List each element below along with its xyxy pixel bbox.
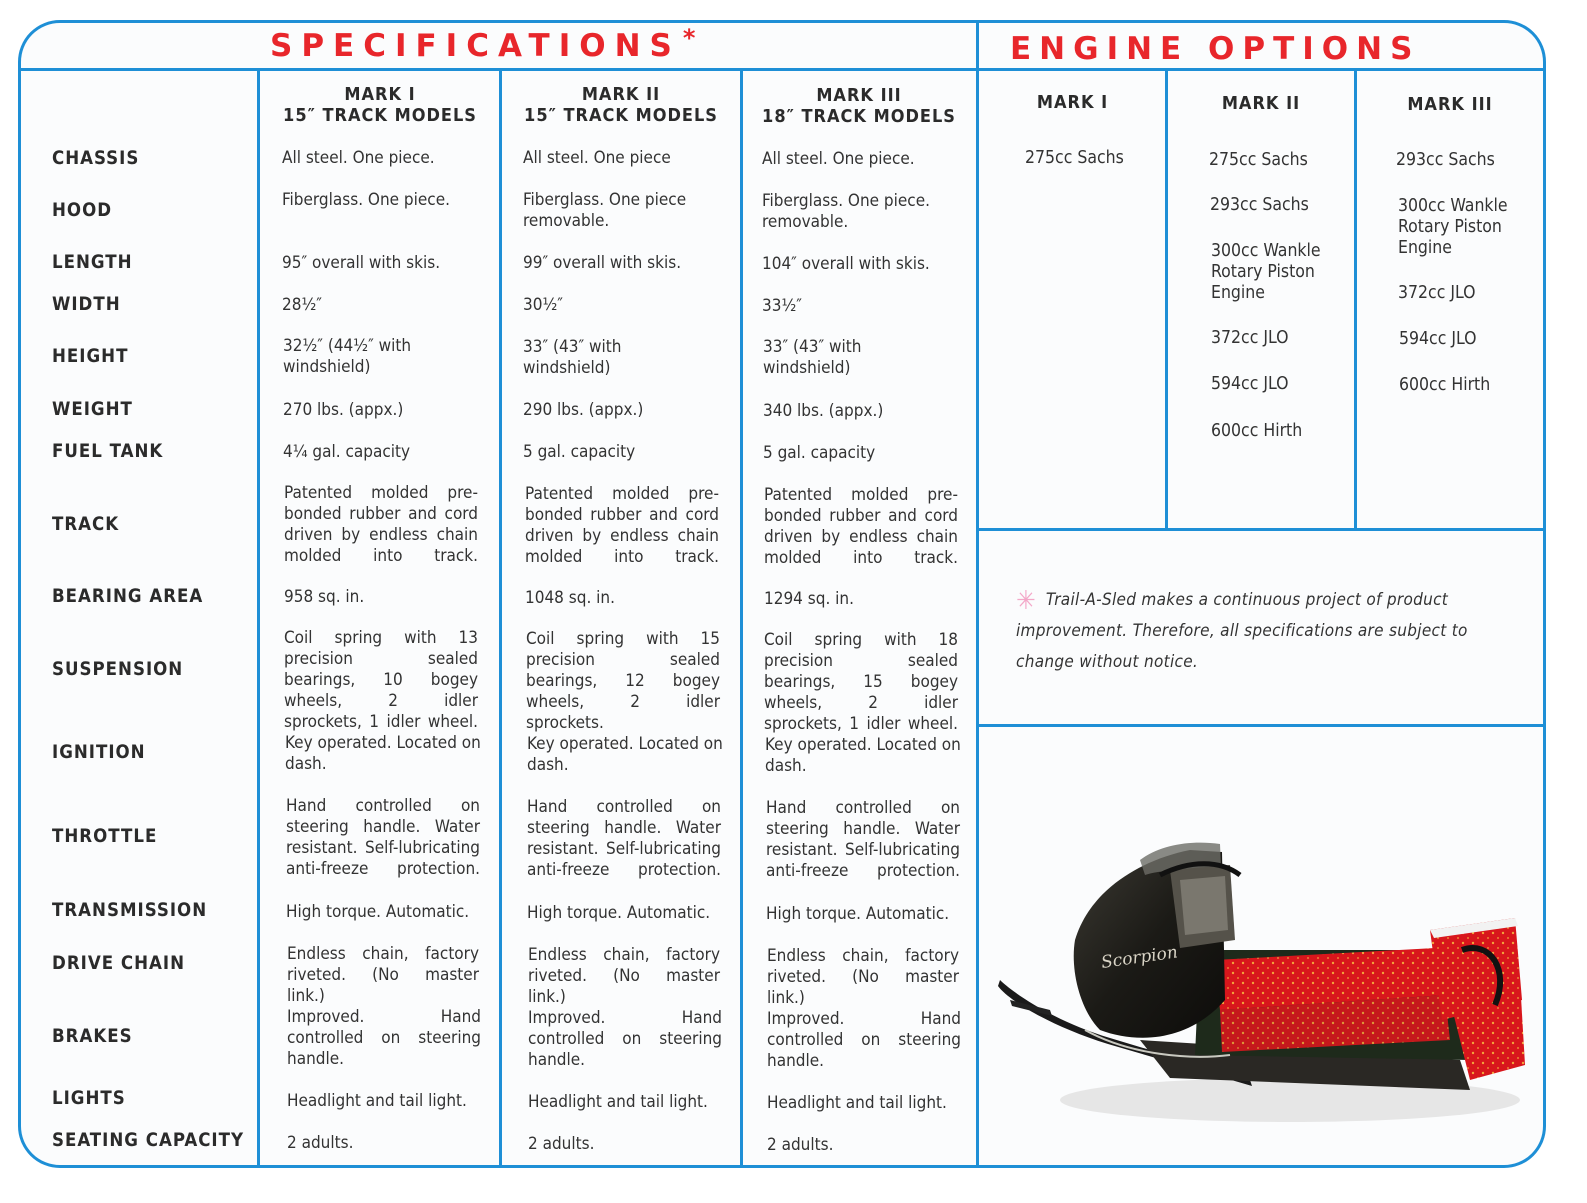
engine-header-mark-1: MARK I xyxy=(1036,92,1109,113)
spec-cell: Coil spring with 15 precision sealed bearings, 12 bogey wheels, 2 idler sprockets. xyxy=(526,629,720,733)
engine-bottom-rule xyxy=(978,528,1544,531)
spec-cell: High torque. Automatic. xyxy=(286,902,470,922)
row-label-brakes: BRAKES xyxy=(52,1026,133,1047)
footnote-asterisk-icon: ✳ xyxy=(1016,586,1036,616)
row-label-throttle: THROTTLE xyxy=(52,826,158,847)
spec-cell: 2 adults. xyxy=(767,1135,834,1155)
engine-option: 372cc JLO xyxy=(1211,328,1289,348)
row-label-suspension: SUSPENSION xyxy=(52,659,184,680)
spec-cell: 340 lbs. (appx.) xyxy=(763,401,884,421)
spec-cell: Endless chain, factory riveted. (No master link.) xyxy=(528,945,720,1007)
spec-cell: High torque. Automatic. xyxy=(766,904,950,924)
engine-option: 293cc Sachs xyxy=(1210,195,1309,215)
spec-cell: Hand controlled on steering handle. Water resistant. Self-lubricating anti-freeze protection. xyxy=(766,798,960,881)
scorpion-logo: Scorpion xyxy=(1099,942,1179,973)
specifications-title xyxy=(270,24,696,64)
header-rule xyxy=(20,68,1544,71)
engine-option: 300cc Wankle Rotary Piston Engine xyxy=(1211,241,1321,303)
spec-cell: Fiberglass. One piece removable. xyxy=(523,190,687,231)
spec-cell: Endless chain, factory riveted. (No master link.) xyxy=(287,944,479,1006)
column-header-track: 15″ TRACK MODELS xyxy=(283,105,477,126)
section-divider xyxy=(976,22,979,1166)
row-label-seating-capacity: SEATING CAPACITY xyxy=(52,1130,245,1151)
spec-cell: 1048 sq. in. xyxy=(525,588,615,608)
column-header-model: MARK II xyxy=(581,84,661,105)
row-label-width: WIDTH xyxy=(52,294,121,315)
specifications-title-text: SPECIFICATIONS xyxy=(270,28,681,64)
spec-cell: Hand controlled on steering handle. Water resistant. Self-lubricating anti-freeze protection. xyxy=(527,797,721,880)
spec-cell: 104″ overall with skis. xyxy=(762,254,930,274)
engine-option: 600cc Hirth xyxy=(1211,421,1303,441)
footnote-text: Trail-A-Sled makes a continuous project of product improvement. Therefore, all specifications are subject to change without notice. xyxy=(1016,590,1468,672)
column-header-track: 18″ TRACK MODELS xyxy=(762,106,956,127)
spec-cell: Key operated. Located on dash. xyxy=(285,733,481,774)
spec-cell: 290 lbs. (appx.) xyxy=(523,400,644,420)
spec-cell: Hand controlled on steering handle. Water resistant. Self-lubricating anti-freeze protection. xyxy=(286,796,480,879)
row-label-chassis: CHASSIS xyxy=(52,148,140,169)
column-header-track: 15″ TRACK MODELS xyxy=(524,105,718,126)
footnote xyxy=(1016,582,1516,678)
engine-option: 293cc Sachs xyxy=(1396,150,1495,170)
row-label-height: HEIGHT xyxy=(52,346,129,367)
spec-cell: 99″ overall with skis. xyxy=(523,253,682,273)
spec-cell: Patented molded pre-bonded rubber and cord driven by endless chain molded into track. xyxy=(284,483,478,566)
spec-cell: 30½″ xyxy=(523,295,563,315)
engine-option: 594cc JLO xyxy=(1399,329,1477,349)
engine-option: 372cc JLO xyxy=(1398,283,1476,303)
spec-cell: 95″ overall with skis. xyxy=(282,253,441,273)
engine-option: 594cc JLO xyxy=(1211,374,1289,394)
spec-cell: Headlight and tail light. xyxy=(528,1092,708,1112)
spec-cell: 4¼ gal. capacity xyxy=(283,442,411,462)
column-rule-1 xyxy=(257,70,260,1166)
row-label-hood: HOOD xyxy=(52,200,113,221)
spec-cell: Key operated. Located on dash. xyxy=(527,734,723,775)
row-label-length: LENGTH xyxy=(52,252,133,273)
spec-cell: 2 adults. xyxy=(287,1133,354,1153)
spec-cell: 1294 sq. in. xyxy=(764,589,854,609)
row-label-drive-chain: DRIVE CHAIN xyxy=(52,953,186,974)
specifications-asterisk: * xyxy=(682,24,696,52)
spec-cell: Improved. Hand controlled on steering handle. xyxy=(287,1007,481,1069)
spec-cell: 33″ (43″ with windshield) xyxy=(763,337,862,378)
snowmobile-illustration xyxy=(990,830,1535,1140)
engine-rule-2 xyxy=(1354,70,1357,530)
spec-cell: 33½″ xyxy=(762,296,802,316)
spec-cell: All steel. One piece. xyxy=(762,149,915,169)
spec-cell: 270 lbs. (appx.) xyxy=(283,400,404,420)
column-header-mark-3 xyxy=(742,85,976,127)
spec-cell: 5 gal. capacity xyxy=(523,442,636,462)
spec-cell: All steel. One piece. xyxy=(282,148,435,168)
column-header-model: MARK I xyxy=(344,84,416,105)
engine-rule-1 xyxy=(1165,70,1168,530)
engine-option: 275cc Sachs xyxy=(1025,148,1124,168)
column-header-mark-2 xyxy=(503,84,739,126)
spec-cell: 32½″ (44½″ with windshield) xyxy=(283,336,412,377)
column-rule-2 xyxy=(499,70,502,1166)
spec-cell: Fiberglass. One piece. xyxy=(282,190,450,210)
spec-cell: Patented molded pre-bonded rubber and cord driven by endless chain molded into track. xyxy=(764,485,958,568)
spec-cell: Patented molded pre-bonded rubber and cord driven by endless chain molded into track. xyxy=(525,484,719,567)
row-label-bearing-area: BEARING AREA xyxy=(52,586,204,607)
spec-cell: Key operated. Located on dash. xyxy=(765,735,961,776)
spec-cell: Coil spring with 13 precision sealed bearings, 10 bogey wheels, 2 idler sprockets, 1 idler wheel. xyxy=(284,628,478,732)
row-label-fuel-tank: FUEL TANK xyxy=(52,441,164,462)
spec-cell: Fiberglass. One piece. removable. xyxy=(762,191,930,232)
column-header-model: MARK III xyxy=(816,85,902,106)
row-label-transmission: TRANSMISSION xyxy=(52,900,208,921)
engine-option: 275cc Sachs xyxy=(1209,150,1308,170)
spec-cell: 33″ (43″ with windshield) xyxy=(523,337,622,378)
spec-cell: 28½″ xyxy=(282,295,322,315)
spec-cell: Coil spring with 18 precision sealed bearings, 15 bogey wheels, 2 idler sprockets, 1 idler wheel. xyxy=(764,630,958,734)
spec-cell: All steel. One piece xyxy=(523,148,671,168)
spec-cell: 2 adults. xyxy=(528,1134,595,1154)
row-label-lights: LIGHTS xyxy=(52,1088,126,1109)
engine-header-mark-2: MARK II xyxy=(1221,93,1301,114)
spec-cell: Improved. Hand controlled on steering handle. xyxy=(767,1009,961,1071)
row-label-weight: WEIGHT xyxy=(52,399,133,420)
spec-cell: Headlight and tail light. xyxy=(767,1093,947,1113)
spec-cell: 958 sq. in. xyxy=(284,587,365,607)
column-header-mark-1 xyxy=(262,84,498,126)
note-bottom-rule xyxy=(978,724,1544,727)
spec-cell: 5 gal. capacity xyxy=(763,443,876,463)
row-label-track: TRACK xyxy=(52,514,120,535)
engine-option: 300cc Wankle Rotary Piston Engine xyxy=(1398,196,1508,258)
spec-cell: High torque. Automatic. xyxy=(527,903,711,923)
engine-option: 600cc Hirth xyxy=(1399,375,1491,395)
spec-cell: Headlight and tail light. xyxy=(287,1091,467,1111)
engine-options-title: ENGINE OPTIONS xyxy=(1010,31,1421,67)
row-label-ignition: IGNITION xyxy=(52,742,146,763)
spec-cell: Improved. Hand controlled on steering handle. xyxy=(528,1008,722,1070)
spec-cell: Endless chain, factory riveted. (No master link.) xyxy=(767,946,959,1008)
engine-header-mark-3: MARK III xyxy=(1407,94,1493,115)
column-rule-3 xyxy=(740,70,743,1166)
